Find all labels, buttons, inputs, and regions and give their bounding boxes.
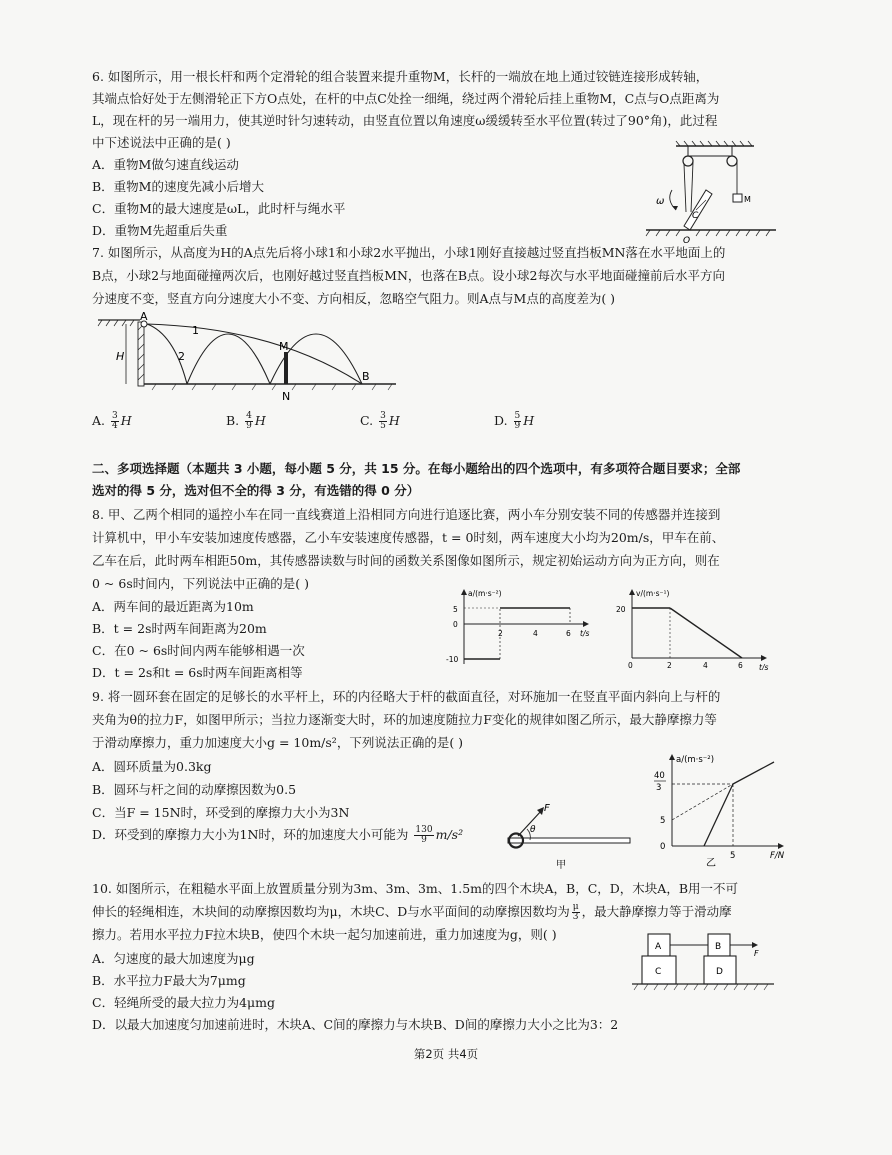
q8-line-2: 计算机中，甲小车安装加速度传感器，乙小车安装速度传感器，t = 0时刻，两车速度大小均为20m/s，甲车在前、 [92,530,725,545]
q9-option-b: B．圆环与杆之间的动摩擦因数为0.5 [92,782,297,797]
q10-label-c: C [655,967,662,977]
page-footer: 第2页 共4页 [413,1047,479,1061]
q9-graph-xtick-5: 5 [730,851,736,861]
q8-a-ylabel: a/(m·s⁻²) [468,589,502,598]
q9-line-3: 于滑动摩擦力，重力加速度大小g = 10m/s²，下列说法正确的是( ) [92,735,464,750]
q10-line-1: 10. 如图所示，在粗糙水平面上放置质量分别为3m、3m、3m、1.5m的四个木块A，B，C，D，木块A，B用一不可 [92,881,739,896]
q7-label-n: N [282,390,291,403]
q8-a-xtick-6: 6 [566,629,571,638]
q8-v-xtick-0: 0 [628,661,633,670]
q8-option-d: D．t = 2s和t = 6s时两车间距离相等 [92,665,303,680]
q8-a-ytick-0: 0 [453,620,458,629]
q8-v-xtick-2: 2 [667,661,672,670]
q7-label-m: M [279,340,289,353]
q8-option-c: C．在0 ~ 6s时间内两车能够相遇一次 [92,643,305,658]
q8-a-xlabel: t/s [580,629,590,638]
q7-line-1: 7. 如图所示，从高度为H的A点先后将小球1和小球2水平抛出，小球1刚好直接越过竖直挡板MN落在水平地面上的 [92,245,726,260]
q8-v-xlabel: t/s [759,663,769,670]
q7-projectile-figure [96,310,406,404]
q7-line-2: B点，小球2与地面碰撞两次后，也刚好越过竖直挡板MN，也落在B点。设小球2每次与水平地面碰撞前后水平方向 [92,268,726,283]
q8-v-ylabel: v/(m·s⁻¹) [636,589,670,598]
q8-v-xtick-4: 4 [703,661,708,670]
q6-option-a: A．重物M做匀速直线运动 [92,157,239,172]
q10-option-b: B．水平拉力F最大为7μmg [92,973,246,988]
q7-label-h: H [116,350,125,363]
q9-label-f: F [544,803,550,814]
q9-label-theta: θ [530,825,536,835]
q8-acceleration-graph [440,586,600,670]
q8-line-3: 乙车在后，此时两车相距50m，其传感器读数与时间的函数关系图像如图所示，规定初始运动方向为正方向，则在 [92,553,720,568]
q6-label-o: O [683,236,691,244]
q7-label-a: A [140,310,148,323]
q7-label-1: 1 [192,324,199,337]
q10-label-d: D [716,967,723,977]
q9-graph [646,750,796,868]
q7-option-d: D. $\frac{5}{9}$ H [494,411,535,431]
q6-option-d: D．重物M先超重后失重 [92,223,228,238]
q10-option-a: A．匀速度的最大加速度为μg [92,951,255,966]
q6-pulley-figure [636,140,786,244]
q7-line-3: 分速度不变，竖直方向分速度大小不变、方向相反，忽略空气阻力。则A点与M点的高度差为( ) [92,291,616,306]
q8-option-a: A．两车间的最近距离为10m [92,599,254,614]
q8-v-xtick-6: 6 [738,661,743,670]
q8-option-b: B．t = 2s时两车间距离为20m [92,621,267,636]
q9-line-2: 夹角为θ的拉力F，如图甲所示；当拉力逐渐变大时，环的加速度随拉力F变化的规律如图乙所示，最大静摩擦力等 [92,712,717,727]
q10-label-b: B [715,942,722,952]
q10-option-d: D．以最大加速度匀加速前进时，木块A、C间的摩擦力与木块B、D间的摩擦力大小之比为3：2 [92,1017,619,1032]
q9-graph-ytick-top-num: 40 [654,771,665,781]
q7-option-b: B. $\frac{4}{9}$ H [226,411,266,431]
q8-v-ytick-20: 20 [616,605,626,614]
q9-graph-ytick-top-den: 3 [656,783,662,793]
q6-line-3: L，现在杆的另一端用力，使其逆时针匀速转动，由竖直位置以角速度ω缓缓转至水平位置(转过了90°角)，此过程 [92,113,718,128]
q8-a-xtick-4: 4 [533,629,538,638]
q8-line-1: 8. 甲、乙两个相同的遥控小车在同一直线赛道上沿相同方向进行追逐比赛，两小车分别安装不同的传感器并连接到 [92,507,721,522]
q9-option-a: A．圆环质量为0.3kg [92,759,212,774]
q6-label-omega: ω [656,196,665,207]
q6-option-c: C．重物M的最大速度是ωL，此时杆与绳水平 [92,201,346,216]
q6-line-4: 中下述说法中正确的是( ) [92,135,231,150]
q8-a-ytick-5: 5 [453,605,458,614]
q10-line-2: 伸长的轻绳相连，木块间的动摩擦因数均为μ，木块C、D与水平面间的动摩擦因数均为 $\frac{\mu}{3}$ ，最大静摩擦力等于滑动摩 [92,902,732,922]
q10-label-a: A [655,942,662,952]
q7-option-a: A. $\frac{3}{4}$ H [92,411,132,431]
q7-label-b: B [362,370,370,383]
q9-caption-jia: 甲 [556,860,566,871]
q6-label-c: C [692,211,699,221]
q8-velocity-graph [614,586,774,670]
q9-caption-yi: 乙 [706,858,716,868]
q9-graph-ylabel: a/(m·s⁻²) [676,755,715,765]
q6-line-1: 6. 如图所示，用一根长杆和两个定滑轮的组合装置来提升重物M，长杆的一端放在地上通过铰链连接形成转轴， [92,69,709,84]
q9-graph-origin: 0 [660,842,666,852]
q6-label-m: M [744,195,751,204]
q8-line-4: 0 ~ 6s时间内，下列说法中正确的是( ) [92,576,309,591]
q10-label-f: F [754,949,759,958]
q9-line-1: 9. 将一圆环套在固定的足够长的水平杆上，环的内径略大于杆的截面直径，对环施加一在竖直平面内斜向上与杆的 [92,689,721,704]
q10-option-c: C．轻绳所受的最大拉力为4μmg [92,995,275,1010]
q10-blocks-figure [628,924,778,998]
q9-option-d: D．环受到的摩擦力大小为1N时，环的加速度大小可能为 $\frac{130}{9}$ m/s² [92,825,464,845]
section-2-line-1: 二、多项选择题（本题共 3 小题，每小题 5 分，共 15 分。在每小题给出的四个选项中，有多项符合题目要求；全部 [92,461,741,476]
q10-line-3: 擦力。若用水平拉力F拉木块B，使四个木块一起匀加速前进，重力加速度为g，则( ) [92,927,557,942]
q9-graph-ytick-mid: 5 [660,816,666,826]
q9-graph-xlabel: F/N [770,851,785,861]
q6-line-2: 其端点恰好处于左侧滑轮正下方O点处，在杆的中点C处拴一细绳，绕过两个滑轮后挂上重物M，C点与O点距离为 [92,91,720,106]
q9-option-c: C．当F = 15N时，环受到的摩擦力大小为3N [92,805,350,820]
q8-a-ytick-neg10: -10 [446,655,459,664]
q7-label-2: 2 [178,350,185,363]
q7-option-c: C. $\frac{3}{5}$ H [360,411,400,431]
q9-ring-figure [500,796,640,872]
section-2-line-2: 选对的得 5 分，选对但不全的得 3 分，有选错的得 0 分） [92,483,420,498]
q6-option-b: B．重物M的速度先减小后增大 [92,179,264,194]
q8-a-xtick-2: 2 [498,629,503,638]
